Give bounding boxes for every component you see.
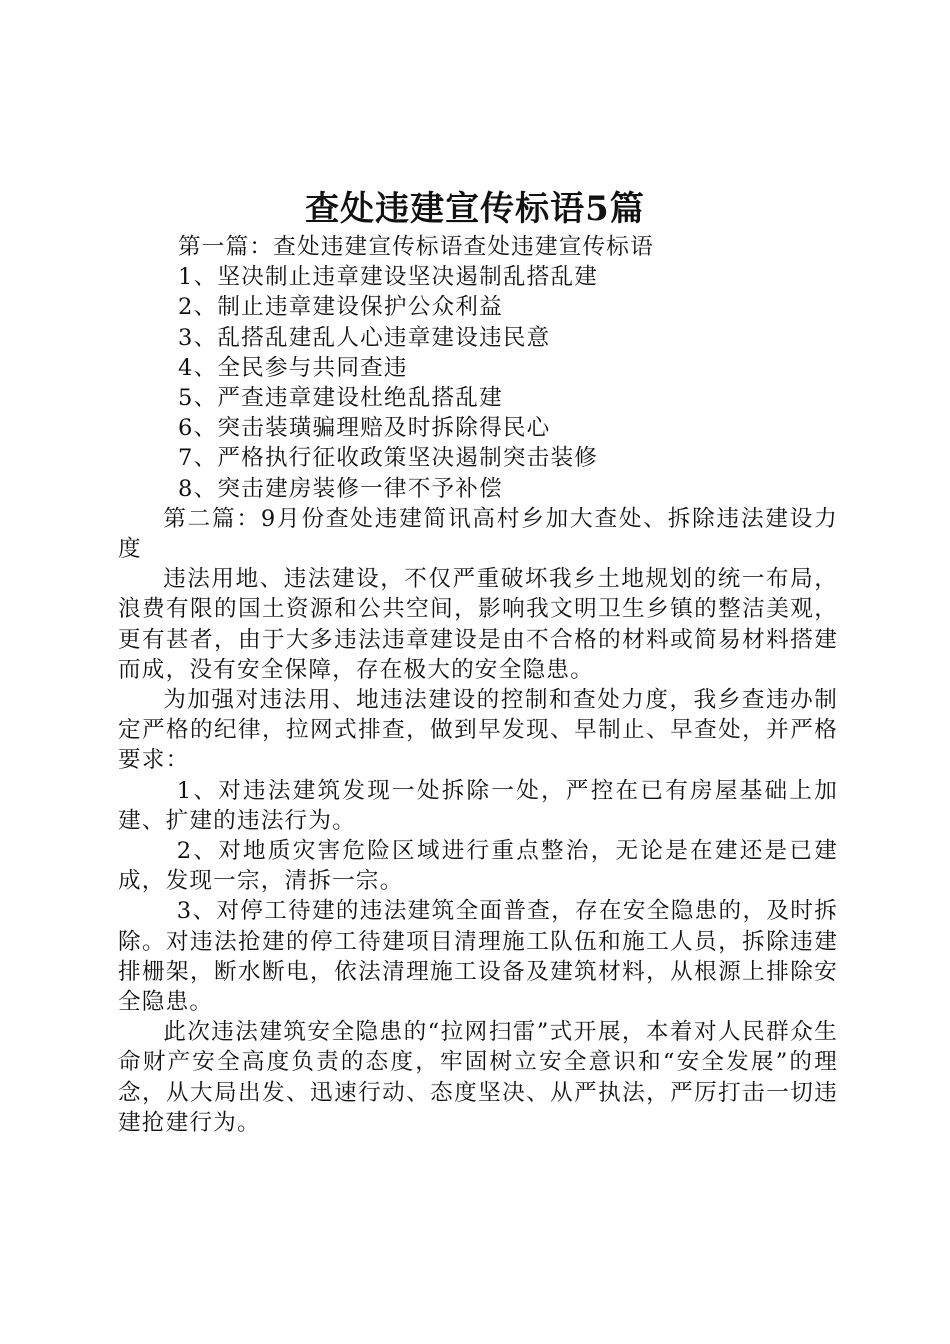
requirement-item: 2、对地质灾害危险区域进行重点整治，无论是在建还是已建成，发现一宗，清拆一宗。 [118, 838, 838, 895]
body-paragraph: 此次违法建筑安全隐患的“拉网扫雷”式开展，本着对人民群众生命财产安全高度负责的态度，牢固树立安全意识和“安全发展”的理念，从大局出发、迅速行动、态度坚决、从严执法，严厉打击一切违建抢建行为。 [118, 1019, 838, 1136]
document-body [118, 232, 838, 1138]
body-paragraph: 为加强对违法用、地违法建设的控制和查处力度，我乡查违办制定严格的纪律，拉网式排查，做到早发现、早制止、早查处，并严格要求： [118, 687, 838, 774]
slogan-item: 3、乱搭乱建乱人心违章建设违民意 [178, 324, 551, 351]
document-title: 查处违建宣传标语5篇 [305, 189, 645, 229]
body-paragraph: 违法用地、违法建设，不仅严重破坏我乡土地规划的统一布局，浪费有限的国土资源和公共空间，影响我文明卫生乡镇的整洁美观，更有甚者，由于大多违法违章建设是由不合格的材料或简易材料搭建而成，没有安全保障，存在极大的安全隐患。 [118, 566, 838, 683]
slogan-item: 8、突击建房装修一律不予补偿 [178, 475, 503, 502]
slogan-item: 5、严查违章建设杜绝乱搭乱建 [178, 385, 503, 412]
requirement-item: 3、对停工待建的违法建筑全面普查，存在安全隐患的，及时拆除。对违法抢建的停工待建项目清理施工队伍和施工人员，拆除违建排栅架，断水断电，依法清理施工设备及建筑材料，从根源上排除安全隐患。 [118, 898, 838, 1016]
slogan-item: 6、突击装璜骗理赔及时拆除得民心 [178, 415, 551, 442]
slogan-item: 7、严格执行征收政策坚决遏制突击装修 [178, 445, 599, 472]
part1-heading: 第一篇：查处违建宣传标语查处违建宣传标语 [178, 234, 654, 260]
slogan-item: 1、坚决制止违章建设坚决遏制乱搭乱建 [178, 264, 599, 291]
slogan-item: 2、制止违章建设保护公众利益 [178, 294, 503, 321]
part2-heading: 第二篇：9月份查处违建简讯高村乡加大查处、拆除违法建设力度 [118, 505, 838, 563]
requirement-item: 1、对违法建筑发现一处拆除一处，严控在已有房屋基础上加建、扩建的违法行为。 [118, 777, 838, 834]
slogan-item: 4、全民参与共同查违 [178, 354, 408, 381]
